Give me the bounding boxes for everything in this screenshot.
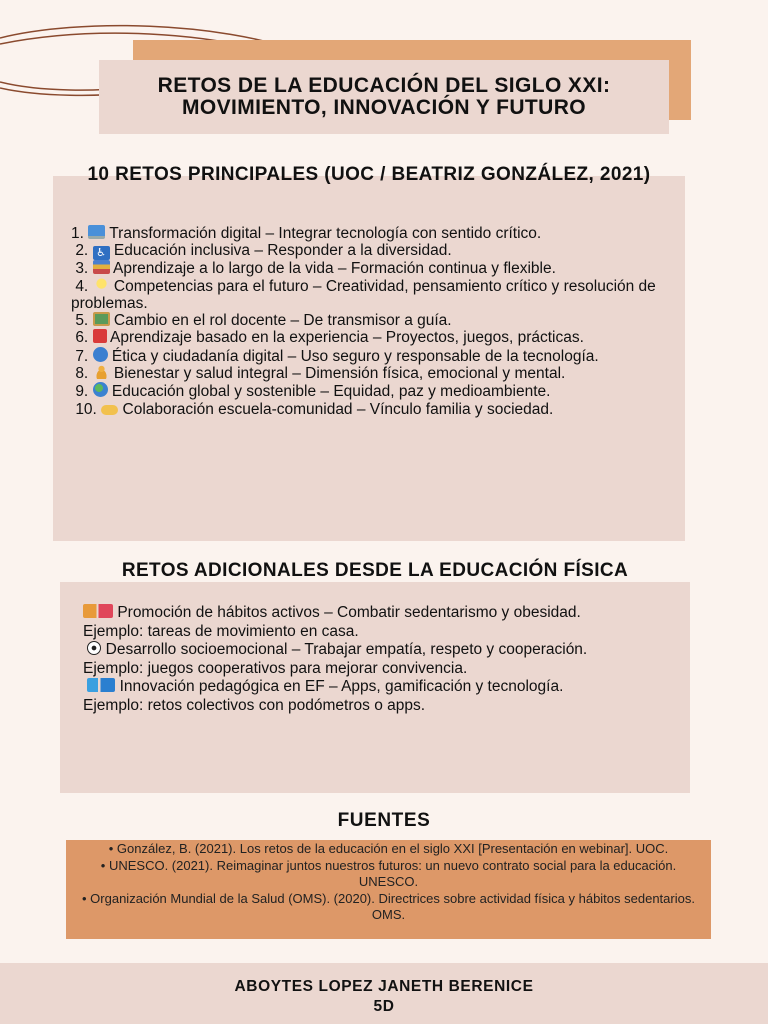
item-number: 7. — [75, 347, 89, 365]
item-number: 8. — [75, 365, 89, 383]
item-text: Colaboración escuela-comunidad – Vínculo familia y sociedad. — [122, 400, 554, 418]
main-challenges-list — [71, 225, 671, 418]
list-item — [83, 678, 683, 697]
item-text: Ética y ciudadanía digital – Uso seguro y responsable de la tecnología. — [111, 347, 599, 365]
list-item — [83, 641, 683, 660]
sources-panel — [66, 840, 711, 939]
list-item — [71, 382, 671, 400]
handshake-icon — [101, 405, 118, 415]
item-text: Desarrollo socioemocional – Trabajar empatía, respeto y cooperación. — [105, 641, 588, 659]
list-item — [71, 365, 671, 382]
soccer-ball-icon — [87, 641, 101, 655]
list-item — [83, 604, 683, 623]
runner-female-icon — [83, 604, 113, 618]
item-text: Bienestar y salud integral – Dimensión física, emocional y mental. — [113, 365, 566, 383]
list-item — [71, 225, 671, 242]
pe-challenges-heading: RETOS ADICIONALES DESDE LA EDUCACIÓN FÍSICA — [121, 560, 629, 581]
item-number: 3. — [75, 260, 89, 278]
item-example: Ejemplo: retos colectivos con podómetros o apps. — [83, 696, 426, 714]
author-group: 5D — [373, 998, 395, 1015]
item-number: 10. — [75, 400, 97, 418]
person-yoga-icon — [93, 365, 110, 379]
title-box — [99, 60, 669, 134]
item-number: 1. — [71, 225, 84, 242]
laptop-icon — [88, 225, 105, 239]
list-item — [71, 278, 671, 313]
source-item: • Organización Mundial de la Salud (OMS). (2020). Directrices sobre actividad física y hábitos sedentarios. OMS. — [82, 890, 695, 922]
wheelchair-icon: ♿ — [93, 246, 110, 260]
main-challenges-heading: 10 RETOS PRINCIPALES (UOC / BEATRIZ GONZÁLEZ, 2021) — [87, 164, 651, 185]
list-item — [71, 242, 671, 260]
item-number: 2. — [75, 242, 89, 260]
item-number: 6. — [75, 329, 89, 347]
arrow-tablet-icon — [87, 678, 115, 692]
dice-icon — [93, 329, 107, 343]
item-text: Transformación digital – Integrar tecnología con sentido crítico. — [109, 225, 542, 242]
footer — [0, 963, 768, 1024]
item-text: Aprendizaje basado en la experiencia – Proyectos, juegos, prácticas. — [110, 329, 584, 347]
item-number: 4. — [75, 277, 89, 295]
list-item — [71, 401, 671, 418]
pe-challenges-list — [83, 604, 683, 716]
item-text: Promoción de hábitos activos – Combatir sedentarismo y obesidad. — [117, 604, 581, 621]
item-text: Innovación pedagógica en EF – Apps, gamificación y tecnología. — [119, 678, 564, 696]
source-item: • UNESCO. (2021). Reimaginar juntos nuestros futuros: un nuevo contrato social para la educación. UNESCO. — [100, 857, 677, 889]
list-item — [71, 329, 671, 346]
lightbulb-icon — [93, 278, 110, 292]
source-item: • González, B. (2021). Los retos de la educación en el siglo XXI [Presentación en webinar]. UOC. — [108, 841, 669, 856]
earth-icon — [93, 382, 108, 397]
item-text: Aprendizaje a lo largo de la vida – Formación continua y flexible. — [113, 260, 556, 278]
teacher-icon — [93, 312, 110, 326]
author-name: ABOYTES LOPEZ JANETH BERENICE — [234, 978, 534, 995]
page-title: RETOS DE LA EDUCACIÓN DEL SIGLO XXI: MOVIMIENTO, INNOVACIÓN Y FUTURO — [157, 74, 611, 119]
books-icon — [93, 260, 110, 274]
sources-heading: FUENTES — [337, 810, 431, 831]
globe-grid-icon — [93, 347, 108, 362]
list-item — [71, 347, 671, 365]
item-text: Educación global y sostenible – Equidad, paz y medioambiente. — [111, 383, 551, 401]
list-item — [71, 260, 671, 277]
item-text: Competencias para el futuro – Creatividad, pensamiento crítico y resolución de problemas. — [71, 277, 656, 312]
item-text: Cambio en el rol docente – De transmisor a guía. — [113, 312, 452, 330]
list-item — [71, 312, 671, 329]
item-number: 9. — [75, 383, 89, 401]
item-example: Ejemplo: juegos cooperativos para mejorar convivencia. — [83, 659, 468, 677]
item-number: 5. — [75, 312, 89, 330]
item-text: Educación inclusiva – Responder a la diversidad. — [113, 242, 452, 260]
item-example: Ejemplo: tareas de movimiento en casa. — [83, 622, 359, 640]
